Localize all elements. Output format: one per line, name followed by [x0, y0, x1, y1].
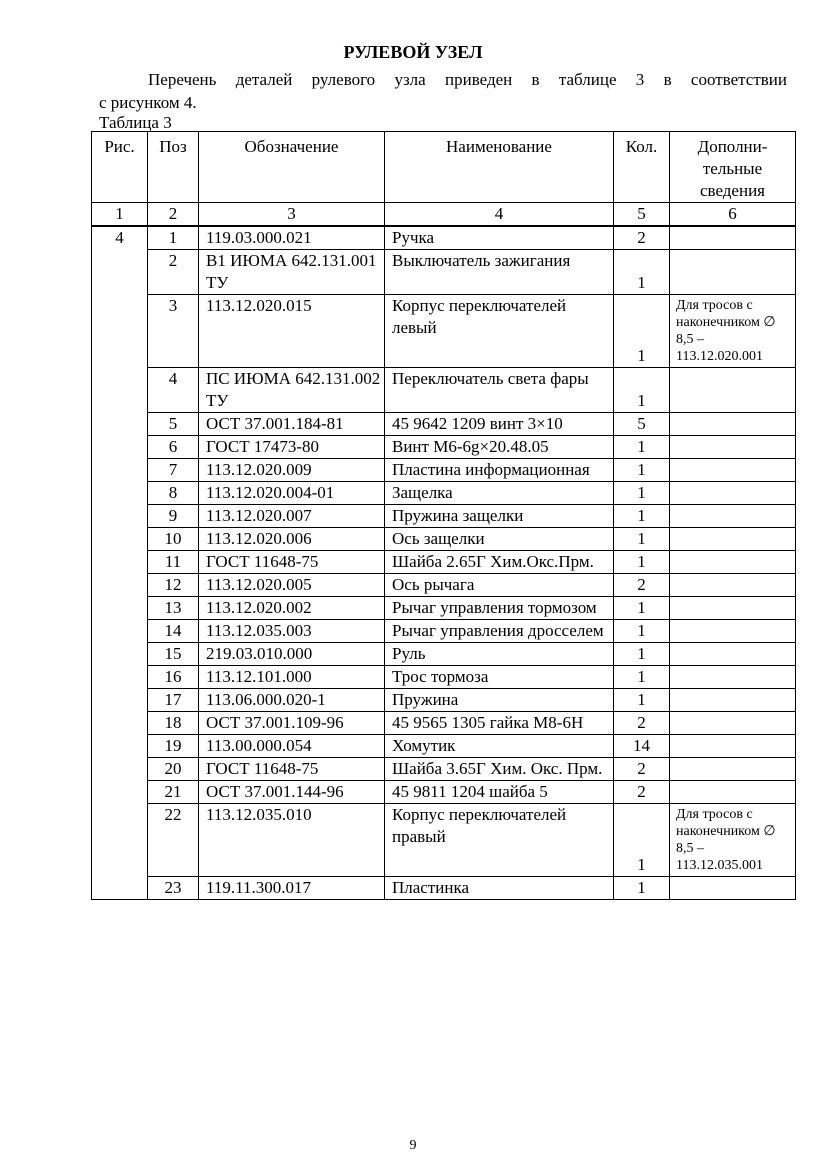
qty-cell: 1 [614, 620, 670, 643]
note-cell [670, 368, 796, 413]
table-row [92, 877, 796, 900]
note-cell [670, 482, 796, 505]
pos-cell: 8 [148, 482, 199, 505]
intro-line-2: с рисунком 4. [99, 93, 197, 112]
qty-cell: 1 [614, 505, 670, 528]
code-cell: 113.12.035.010 [199, 804, 385, 877]
pos-cell: 6 [148, 436, 199, 459]
qty-cell: 2 [614, 574, 670, 597]
code-cell: 119.03.000.021 [199, 226, 385, 250]
table-body [92, 226, 796, 900]
qty-cell: 5 [614, 413, 670, 436]
table-row [92, 666, 796, 689]
header-row [92, 132, 796, 203]
table-caption: Таблица 3 [99, 113, 172, 132]
note-cell [670, 574, 796, 597]
name-cell: Рычаг управления тормозом [385, 597, 614, 620]
table-row [92, 250, 796, 295]
header-name: Наименование [385, 132, 614, 203]
code-cell: 113.12.020.004-01 [199, 482, 385, 505]
name-cell: Пружина [385, 689, 614, 712]
pos-cell: 1 [148, 226, 199, 250]
code-cell: ПС ИЮМА 642.131.002 ТУ [199, 368, 385, 413]
pos-cell: 18 [148, 712, 199, 735]
pos-cell: 5 [148, 413, 199, 436]
code-cell: 113.00.000.054 [199, 735, 385, 758]
column-number-row [92, 203, 796, 227]
table-row [92, 505, 796, 528]
pos-cell: 15 [148, 643, 199, 666]
table-row [92, 597, 796, 620]
header-qty: Кол. [614, 132, 670, 203]
qty-cell: 1 [614, 689, 670, 712]
pos-cell: 12 [148, 574, 199, 597]
table-row [92, 689, 796, 712]
parts-table [91, 131, 796, 900]
pos-cell: 19 [148, 735, 199, 758]
note-cell [670, 735, 796, 758]
name-cell: Переключатель света фары [385, 368, 614, 413]
figure-number-cell: 4 [92, 226, 148, 900]
name-cell: Корпус переключателей правый [385, 804, 614, 877]
name-cell: 45 9811 1204 шайба 5 [385, 781, 614, 804]
name-cell: Ось рычага [385, 574, 614, 597]
code-cell: 113.12.101.000 [199, 666, 385, 689]
qty-cell: 1 [614, 459, 670, 482]
pos-cell: 4 [148, 368, 199, 413]
pos-cell: 14 [148, 620, 199, 643]
table-row [92, 413, 796, 436]
intro-line-1: Перечень деталей рулевого узла приведен в таблице 3 в соответствии [148, 70, 787, 89]
note-cell [670, 643, 796, 666]
qty-cell: 1 [614, 436, 670, 459]
note-cell: Для тросов с наконечником ∅ 8,5 – 113.12.035.001 [670, 804, 796, 877]
table-row [92, 528, 796, 551]
pos-cell: 11 [148, 551, 199, 574]
table-row [92, 574, 796, 597]
qty-cell: 1 [614, 295, 670, 368]
name-cell: Шайба 2.65Г Хим.Окс.Прм. [385, 551, 614, 574]
qty-cell: 2 [614, 712, 670, 735]
qty-cell: 1 [614, 528, 670, 551]
header-fig: Рис. [92, 132, 148, 203]
name-cell: Пластина информационная [385, 459, 614, 482]
note-cell [670, 781, 796, 804]
qty-cell: 14 [614, 735, 670, 758]
note-cell [670, 528, 796, 551]
qty-cell: 1 [614, 877, 670, 900]
code-cell: 113.12.020.006 [199, 528, 385, 551]
name-cell: Хомутик [385, 735, 614, 758]
qty-cell: 2 [614, 758, 670, 781]
table-row [92, 712, 796, 735]
code-cell: ОСТ 37.001.109-96 [199, 712, 385, 735]
note-cell [670, 689, 796, 712]
pos-cell: 17 [148, 689, 199, 712]
note-cell [670, 459, 796, 482]
header-code: Обозначение [199, 132, 385, 203]
code-cell: ОСТ 37.001.144-96 [199, 781, 385, 804]
table-row [92, 735, 796, 758]
pos-cell: 23 [148, 877, 199, 900]
qty-cell: 2 [614, 781, 670, 804]
column-number: 4 [385, 203, 614, 227]
name-cell: Выключатель зажигания [385, 250, 614, 295]
pos-cell: 3 [148, 295, 199, 368]
table-row [92, 436, 796, 459]
column-number: 1 [92, 203, 148, 227]
qty-cell: 1 [614, 368, 670, 413]
note-cell [670, 250, 796, 295]
qty-cell: 1 [614, 597, 670, 620]
header-note: Дополни-тельные сведения [670, 132, 796, 203]
pos-cell: 7 [148, 459, 199, 482]
code-cell: 113.12.020.015 [199, 295, 385, 368]
table-row [92, 482, 796, 505]
note-cell [670, 436, 796, 459]
table-row [92, 551, 796, 574]
code-cell: ГОСТ 11648-75 [199, 758, 385, 781]
name-cell: Руль [385, 643, 614, 666]
table-row [92, 758, 796, 781]
code-cell: ОСТ 37.001.184-81 [199, 413, 385, 436]
qty-cell: 1 [614, 250, 670, 295]
note-cell [670, 666, 796, 689]
code-cell: 113.12.020.005 [199, 574, 385, 597]
table-row [92, 781, 796, 804]
column-number: 2 [148, 203, 199, 227]
name-cell: 45 9565 1305 гайка М8-6Н [385, 712, 614, 735]
code-cell: 113.06.000.020-1 [199, 689, 385, 712]
table-row [92, 295, 796, 368]
note-cell [670, 758, 796, 781]
name-cell: Ось защелки [385, 528, 614, 551]
qty-cell: 2 [614, 226, 670, 250]
name-cell: 45 9642 1209 винт 3×10 [385, 413, 614, 436]
intro-paragraph [99, 68, 787, 114]
note-cell [670, 413, 796, 436]
qty-cell: 1 [614, 643, 670, 666]
pos-cell: 21 [148, 781, 199, 804]
pos-cell: 13 [148, 597, 199, 620]
table-row [92, 459, 796, 482]
name-cell: Корпус переключателей левый [385, 295, 614, 368]
name-cell: Пружина защелки [385, 505, 614, 528]
code-cell: ГОСТ 17473-80 [199, 436, 385, 459]
qty-cell: 1 [614, 666, 670, 689]
qty-cell: 1 [614, 551, 670, 574]
pos-cell: 9 [148, 505, 199, 528]
column-number: 6 [670, 203, 796, 227]
table-row [92, 804, 796, 877]
code-cell: В1 ИЮМА 642.131.001 ТУ [199, 250, 385, 295]
note-cell [670, 551, 796, 574]
name-cell: Шайба 3.65Г Хим. Окс. Прм. [385, 758, 614, 781]
note-cell: Для тросов с наконечником ∅ 8,5 – 113.12.020.001 [670, 295, 796, 368]
table-row [92, 643, 796, 666]
pos-cell: 22 [148, 804, 199, 877]
table-row [92, 226, 796, 250]
header-pos: Поз [148, 132, 199, 203]
name-cell: Винт М6-6g×20.48.05 [385, 436, 614, 459]
column-number: 5 [614, 203, 670, 227]
note-cell [670, 505, 796, 528]
note-cell [670, 877, 796, 900]
code-cell: 113.12.020.007 [199, 505, 385, 528]
note-cell [670, 226, 796, 250]
name-cell: Рычаг управления дросселем [385, 620, 614, 643]
page-number: 9 [409, 1138, 417, 1153]
name-cell: Трос тормоза [385, 666, 614, 689]
column-number: 3 [199, 203, 385, 227]
pos-cell: 20 [148, 758, 199, 781]
code-cell: 219.03.010.000 [199, 643, 385, 666]
note-cell [670, 620, 796, 643]
note-cell [670, 597, 796, 620]
code-cell: 119.11.300.017 [199, 877, 385, 900]
pos-cell: 16 [148, 666, 199, 689]
code-cell: ГОСТ 11648-75 [199, 551, 385, 574]
pos-cell: 10 [148, 528, 199, 551]
name-cell: Ручка [385, 226, 614, 250]
qty-cell: 1 [614, 482, 670, 505]
page-title: РУЛЕВОЙ УЗЕЛ [343, 42, 483, 62]
code-cell: 113.12.020.002 [199, 597, 385, 620]
code-cell: 113.12.035.003 [199, 620, 385, 643]
name-cell: Защелка [385, 482, 614, 505]
name-cell: Пластинка [385, 877, 614, 900]
table-row [92, 620, 796, 643]
pos-cell: 2 [148, 250, 199, 295]
code-cell: 113.12.020.009 [199, 459, 385, 482]
qty-cell: 1 [614, 804, 670, 877]
note-cell [670, 712, 796, 735]
table-row [92, 368, 796, 413]
